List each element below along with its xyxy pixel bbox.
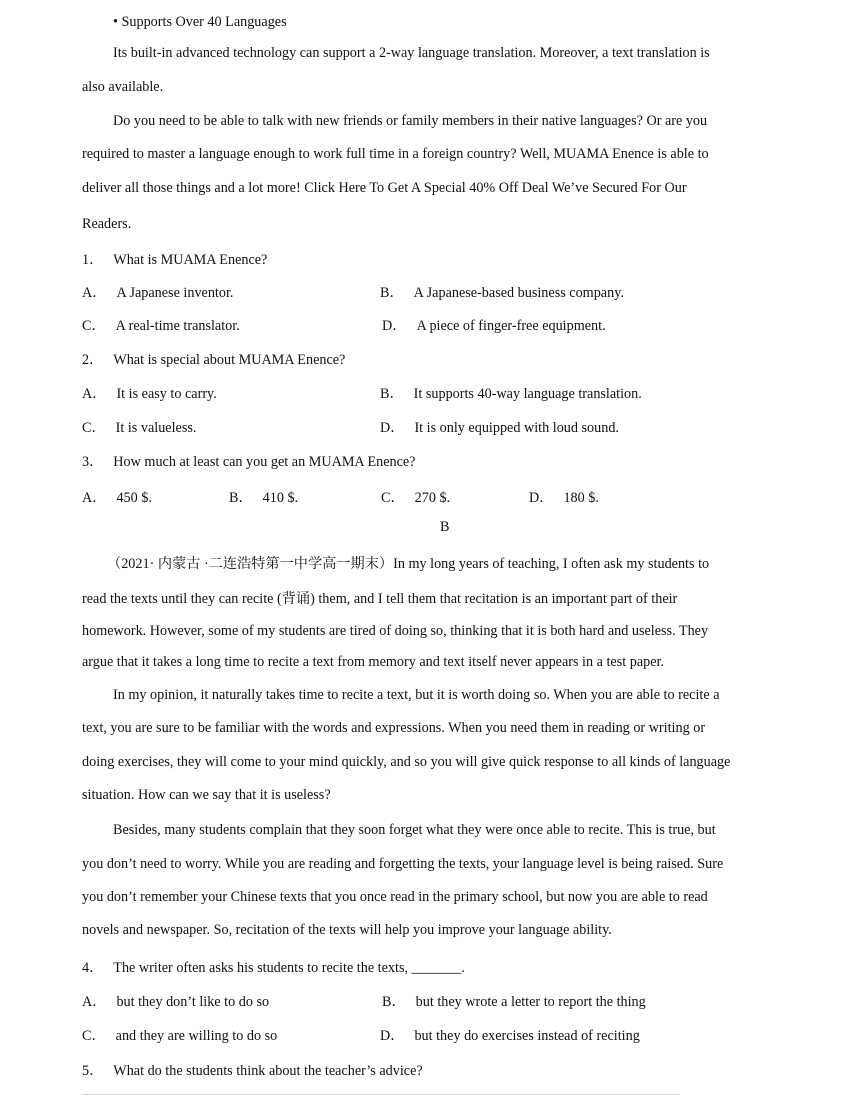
option-3c[interactable] xyxy=(381,487,450,507)
paragraph-line: you don’t remember your Chinese texts that you once read in the primary school, but now you are able to read xyxy=(82,889,708,905)
question-text: What do the students think about the teacher’s advice? xyxy=(113,1063,423,1079)
paragraph-line: In my opinion, it naturally takes time to recite a text, but it is worth doing so. When you are able to recite a xyxy=(113,687,720,703)
option-4c[interactable] xyxy=(82,1025,277,1045)
paragraph-line: text, you are sure to be familiar with the words and expressions. When you need them in reading or writing or xyxy=(82,720,706,736)
option-3d[interactable] xyxy=(529,487,599,507)
paragraph-line: homework. However, some of my students are tired of doing so, thinking that it is both hard and useless. They xyxy=(82,623,709,639)
question-1 xyxy=(82,249,267,269)
feature-heading: • Supports Over 40 Languages xyxy=(113,14,287,30)
question-3 xyxy=(82,451,415,471)
paragraph-line: deliver all those things and a lot more! Click Here To Get A Special 40% Off Deal We’ve Secured For Our xyxy=(82,180,687,196)
option-text: but they don’t like to do so xyxy=(116,994,270,1010)
option-2c[interactable] xyxy=(82,417,196,437)
paragraph-line: also available. xyxy=(82,79,164,95)
option-label: B． xyxy=(382,994,406,1010)
question-text: What is special about MUAMA Enence? xyxy=(113,352,346,368)
option-2a[interactable] xyxy=(82,383,217,403)
question-4 xyxy=(82,957,465,977)
option-label: C． xyxy=(82,420,106,436)
option-text: A Japanese inventor. xyxy=(116,285,234,301)
option-label: A． xyxy=(82,285,107,301)
question-number: 1． xyxy=(82,252,104,268)
option-2d[interactable] xyxy=(380,417,619,437)
option-label: D． xyxy=(380,420,405,436)
option-text: but they do exercises instead of reciting xyxy=(414,1028,640,1044)
option-1d[interactable] xyxy=(382,315,606,335)
paragraph-line: Besides, many students complain that they soon forget what they were once able to recite. This is true, but xyxy=(113,822,716,838)
option-label: D． xyxy=(529,490,554,506)
option-label: A． xyxy=(82,490,107,506)
paragraph-line: Its built-in advanced technology can support a 2-way language translation. Moreover, a text translation is xyxy=(113,45,710,61)
option-text: 410 $. xyxy=(262,490,299,506)
question-text: How much at least can you get an MUAMA Enence? xyxy=(113,454,416,470)
option-label: D． xyxy=(380,1028,405,1044)
paragraph-line: required to master a language enough to work full time in a foreign country? Well, MUAMA Enence is able to xyxy=(82,146,709,162)
paragraph-line: read the texts until they can recite (背诵) them, and I tell them that recitation is an important part of their xyxy=(82,591,678,607)
option-1b[interactable] xyxy=(380,282,624,302)
paragraph-line: Readers. xyxy=(82,216,132,232)
option-text: It is only equipped with loud sound. xyxy=(414,420,619,436)
paragraph-line: Do you need to be able to talk with new friends or family members in their native languages? Or are you xyxy=(113,113,708,129)
option-label: B． xyxy=(380,285,404,301)
paragraph-line: novels and newspaper. So, recitation of the texts will help you improve your language ability. xyxy=(82,922,612,938)
option-text: It is easy to carry. xyxy=(116,386,217,402)
option-text: but they wrote a letter to report the thing xyxy=(415,994,646,1010)
option-text: A piece of finger-free equipment. xyxy=(416,318,606,334)
option-2b[interactable] xyxy=(380,383,642,403)
option-3a[interactable] xyxy=(82,487,152,507)
option-label: D． xyxy=(382,318,407,334)
paragraph-line: you don’t need to worry. While you are reading and forgetting the texts, your language level is being raised. Sure xyxy=(82,856,724,872)
question-number: 2． xyxy=(82,352,104,368)
section-heading: B xyxy=(440,519,450,535)
option-label: B． xyxy=(229,490,253,506)
option-3b[interactable] xyxy=(229,487,298,507)
question-number: 5． xyxy=(82,1063,104,1079)
option-text: 450 $. xyxy=(116,490,152,506)
option-4a[interactable] xyxy=(82,991,269,1011)
question-number: 3． xyxy=(82,454,104,470)
paragraph-line: argue that it takes a long time to recite a text from memory and text itself never appears in a test paper. xyxy=(82,654,665,670)
option-text: and they are willing to do so xyxy=(115,1028,278,1044)
option-label: C． xyxy=(82,318,106,334)
option-label: C． xyxy=(82,1028,106,1044)
option-text: 180 $. xyxy=(563,490,599,506)
paragraph-line: doing exercises, they will come to your mind quickly, and so you will give quick response to all kinds of language xyxy=(82,754,731,770)
option-label: A． xyxy=(82,994,107,1010)
question-number: 4． xyxy=(82,960,104,976)
option-4b[interactable] xyxy=(382,991,646,1011)
option-text: It is valueless. xyxy=(115,420,197,436)
question-text: The writer often asks his students to recite the texts, _______. xyxy=(113,960,465,976)
option-text: It supports 40-way language translation. xyxy=(413,386,642,402)
option-label: C． xyxy=(381,490,405,506)
option-text: 270 $. xyxy=(414,490,451,506)
question-5 xyxy=(82,1060,423,1080)
option-1c[interactable] xyxy=(82,315,240,335)
option-label: A． xyxy=(82,386,107,402)
option-text: A Japanese-based business company. xyxy=(413,285,624,301)
question-2 xyxy=(82,349,345,369)
option-1a[interactable] xyxy=(82,282,233,302)
option-text: A real-time translator. xyxy=(115,318,240,334)
question-text: What is MUAMA Enence? xyxy=(113,252,268,268)
paragraph-line: （2021· 内蒙古 ·二连浩特第一中学高一期末）In my long years of teaching, I often ask my students to xyxy=(107,556,710,572)
option-4d[interactable] xyxy=(380,1025,640,1045)
page-divider xyxy=(82,1094,680,1095)
paragraph-line: situation. How can we say that it is useless? xyxy=(82,787,331,803)
option-label: B． xyxy=(380,386,404,402)
